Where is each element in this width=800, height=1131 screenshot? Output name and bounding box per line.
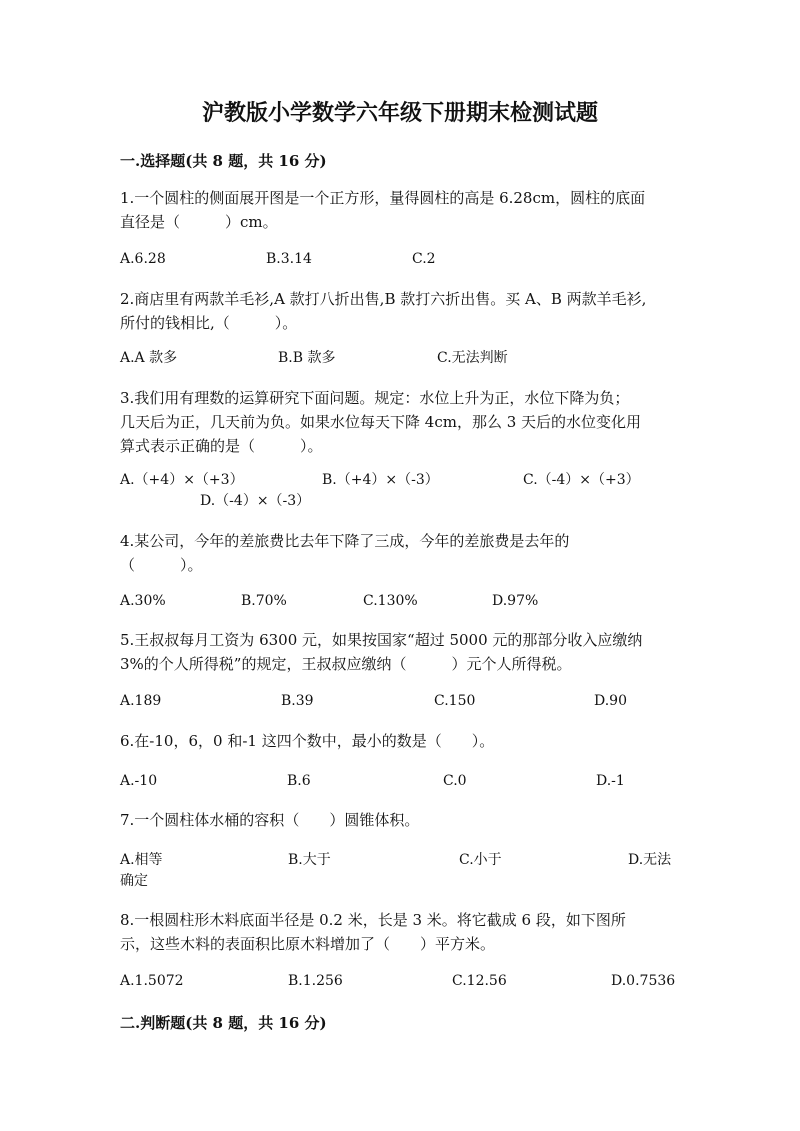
option-d: D.90 (594, 693, 627, 709)
question-line: 示，这些木料的表面积比原木料增加了（ ）平方米。 (120, 935, 496, 953)
option-b: B.6 (287, 773, 311, 789)
option-a: A.1.5072 (120, 973, 184, 989)
option-a: A.-10 (120, 773, 158, 789)
option-d: D.0.7536 (611, 973, 676, 989)
question-line: 5.王叔叔每月工资为 6300 元，如果按国家“超过 5000 元的那部分收入应缴纳 (120, 631, 643, 649)
option-b: B.70% (241, 593, 287, 609)
question-7 (120, 808, 680, 832)
question-line: 算式表示正确的是（ ）。 (120, 437, 323, 455)
option-b: B.B 款多 (278, 350, 336, 366)
option-b: B.1.256 (288, 973, 343, 989)
question-line: 所付的钱相比,（ ）。 (120, 314, 298, 332)
question-line: 4.某公司，今年的差旅费比去年下降了三成，今年的差旅费是去年的 (120, 532, 570, 550)
option-c: C.无法判断 (437, 350, 508, 366)
question-line: 7.一个圆柱体水桶的容积（ ）圆锥体积。 (120, 811, 420, 829)
question-4 (120, 529, 680, 577)
options-1 (120, 247, 690, 271)
option-d: D.无法 (628, 852, 672, 868)
option-b: B.39 (281, 693, 314, 709)
option-d: D.（-4）×（-3） (200, 493, 311, 509)
option-c: C.12.56 (452, 973, 507, 989)
option-d: D.-1 (596, 773, 625, 789)
option-b: B.大于 (288, 852, 331, 868)
option-c: C.130% (363, 593, 418, 609)
page-title: 沪教版小学数学六年级下册期末检测试题 (201, 100, 598, 126)
question-line: （ ）。 (120, 556, 203, 574)
option-c: C.0 (443, 773, 467, 789)
options-4 (120, 589, 690, 613)
question-6 (120, 729, 680, 753)
options-8 (120, 969, 690, 993)
question-line: 3.我们用有理数的运算研究下面问题。规定：水位上升为正，水位下降为负； (120, 389, 630, 407)
option-a: A.6.28 (120, 251, 166, 267)
option-d-wrap: 确定 (120, 873, 148, 889)
options-5 (120, 689, 690, 713)
question-5 (120, 628, 680, 676)
section-heading-multiple-choice: 一.选择题(共 8 题，共 16 分) (120, 152, 327, 170)
question-3 (120, 386, 680, 458)
options-2 (120, 346, 690, 370)
option-a: A.（+4）×（+3） (120, 472, 244, 488)
section-heading-true-false: 二.判断题(共 8 题，共 16 分) (120, 1014, 327, 1032)
question-8 (120, 908, 680, 956)
question-2 (120, 287, 680, 335)
option-d: D.97% (492, 593, 539, 609)
question-line: 几天后为正，几天前为负。如果水位每天下降 4cm，那么 3 天后的水位变化用 (120, 413, 642, 431)
options-6 (120, 769, 690, 793)
option-c: C.（-4）×（+3） (523, 472, 640, 488)
question-1 (120, 186, 680, 234)
question-line: 8.一根圆柱形木料底面半径是 0.2 米，长是 3 米。将它截成 6 段，如下图所 (120, 911, 626, 929)
question-line: 3%的个人所得税”的规定，王叔叔应缴纳（ ）元个人所得税。 (120, 655, 572, 673)
option-b: B.3.14 (266, 251, 312, 267)
option-c: C.2 (412, 251, 436, 267)
option-a: A.相等 (120, 852, 163, 868)
option-c: C.150 (434, 693, 476, 709)
option-a: A.A 款多 (120, 350, 178, 366)
options-3-continued (120, 489, 690, 513)
question-line: 直径是（ ）cm。 (120, 213, 278, 231)
options-7-continued (120, 869, 690, 893)
question-line: 2.商店里有两款羊毛衫,A 款打八折出售,B 款打六折出售。买 A、B 两款羊毛衫, (120, 290, 647, 308)
question-line: 1.一个圆柱的侧面展开图是一个正方形，量得圆柱的高是 6.28cm，圆柱的底面 (120, 189, 646, 207)
option-b: B.（+4）×（-3） (322, 472, 439, 488)
option-c: C.小于 (459, 852, 502, 868)
option-a: A.30% (120, 593, 166, 609)
option-a: A.189 (120, 693, 162, 709)
question-line: 6.在-10，6，0 和-1 这四个数中，最小的数是（ ）。 (120, 732, 495, 750)
